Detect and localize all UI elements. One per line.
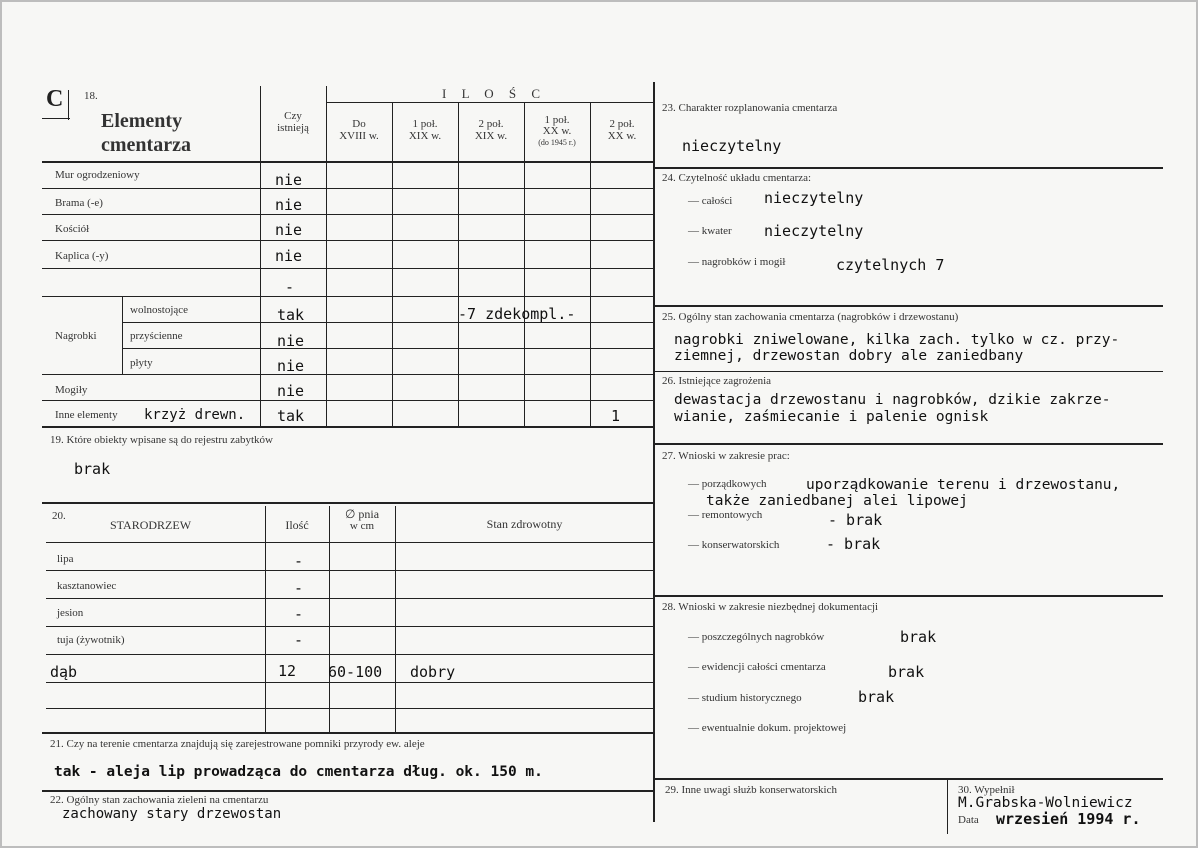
sec25-line1: nagrobki zniwelowane, kilka zach. tylko w cz. przy- [674,332,1120,348]
value-plyty: nie [277,357,305,375]
row-kosciol: Kościół [55,223,90,235]
sec28-history-value: brak [858,688,895,706]
section-letter: C [46,86,64,112]
sec28-records-label: — ewidencji całości cmentarza [688,661,826,673]
row-wolnostojace: wolnostojące [130,304,189,316]
tree-row-name: lipa [57,553,74,565]
row-brama: Brama (-e) [55,197,103,209]
sec28-graves-value: brak [900,628,937,646]
tree-row-name: tuja (żywotnik) [57,634,125,646]
value-kosciol: nie [275,221,303,239]
sec23-label: 23. Charakter rozplanowania cmentarza [662,102,838,114]
sec19-label: 19. Które obiekty wpisane są do rejestru zabytków [50,434,273,446]
tree-row-diameter: 60-100 [328,663,383,681]
row-przyscienne: przyścienne [130,330,183,342]
sec30-name: M.Grabska-Wolniewicz [958,795,1133,811]
value-przyscienne: nie [277,332,305,350]
tree-row-qty: - [294,605,304,623]
sec26-label: 26. Istniejące zagrożenia [662,375,772,387]
sec25-line2: ziemnej, drzewostan dobry ale zaniedbany [674,348,1024,364]
sec18-title-1: Elementy [101,110,183,132]
sec28-project-label: — ewentualnie dokum. projektowej [688,722,847,734]
col-header-19c-2: 2 poł. XIX w. [474,118,508,142]
inventory-card [2,2,1196,846]
sec19-value: brak [74,460,111,478]
value-empty-row: - [285,278,295,296]
sec27-conservation-label: — konserwatorskich [688,539,780,551]
tree-row-name: jesion [57,607,84,619]
sec23-value: nieczytelny [682,137,782,155]
sec27-cleaning-label: — porządkowych [688,478,767,490]
value-inne: tak [277,407,305,425]
tree-row-qty: 12 [278,662,297,680]
sec30-date-label: Data [958,814,979,826]
sec20-title: STARODRZEW [110,518,192,532]
sec18-title-2: cmentarza [101,134,191,156]
value-wolnostojace: tak [277,306,305,324]
sec20-col-state: Stan zdrowotny [486,517,563,531]
sec22-label: 22. Ogólny stan zachowania zieleni na cmentarzu [50,794,269,806]
sec27-label: 27. Wnioski w zakresie prac: [662,450,790,462]
row-plyty: płyty [130,357,153,369]
center-divider [653,82,655,822]
tree-row-qty: - [294,552,304,570]
sec20-col-qty: Ilość [285,518,309,532]
value-inne-name: krzyż drewn. [144,407,246,423]
sec22-value: zachowany stary drzewostan [62,806,282,822]
row-inne: Inne elementy [55,409,118,421]
sec28-records-value: brak [888,663,925,681]
sec29-label: 29. Inne uwagi służb konserwatorskich [665,784,837,796]
tree-row-name: kasztanowiec [57,580,117,592]
tree-row-qty: - [294,579,304,597]
sec27-repair-value: - brak [828,511,883,529]
col-header-18c: Do XVIII w. [339,118,379,142]
row-kaplica: Kaplica (-y) [55,250,109,262]
value-mur: nie [275,171,303,189]
sec24-quarters-label: — kwater [688,225,732,237]
sec27-conservation-value: - brak [826,535,881,553]
sec24-graves-label: — nagrobków i mogił [688,256,786,268]
tree-row-qty: - [294,631,304,649]
col-qty-title: I L O Ś C [442,86,547,101]
tree-row-state: dobry [410,663,456,681]
sec30-date: wrzesień 1994 r. [996,810,1141,828]
sec24-graves-value: czytelnych 7 [836,256,945,274]
sec30-label: 30. Wypełnił [958,784,1015,796]
sec27-cleaning-line1: uporządkowanie terenu i drzewostanu, [806,477,1121,493]
sec24-quarters-value: nieczytelny [764,222,864,240]
row-mogily: Mogiły [55,384,88,396]
value-brama: nie [275,196,303,214]
row-mur: Mur ogrodzeniowy [55,169,140,181]
tree-row-name: dąb [50,663,78,681]
sec20-col-diameter: ∅ pnia w cm [344,507,380,532]
sec20-number: 20. [52,510,66,522]
sec18-number: 18. [84,90,98,102]
sec28-history-label: — studium historycznego [688,692,802,704]
sec24-whole-value: nieczytelny [764,189,864,207]
sec24-label: 24. Czytelność układu cmentarza: [662,172,812,184]
row-nagrobki: Nagrobki [55,330,97,342]
sec28-graves-label: — poszczególnych nagrobków [688,631,825,643]
col-header-20c-1: 1 poł. XX w. (do 1945 r.) [538,114,576,147]
value-inne-qty: 1 [611,407,621,425]
sec21-value: tak - aleja lip prowadząca do cmentarza dług. ok. 150 m. [54,764,543,780]
col-exists-header: Czy istnieją [277,110,309,134]
sec25-label: 25. Ogólny stan zachowania cmentarza (nagrobków i drzewostanu) [662,311,959,323]
sec26-line1: dewastacja drzewostanu i nagrobków, dzikie zakrze- [674,392,1111,408]
value-kaplica: nie [275,247,303,265]
sec21-label: 21. Czy na terenie cmentarza znajdują się zarejestrowane pomniki przyrody ew. aleje [50,738,425,750]
sec26-line2: wianie, zaśmiecanie i palenie ognisk [674,409,989,425]
sec24-whole-label: — całości [688,195,733,207]
sec28-label: 28. Wnioski w zakresie niezbędnej dokumentacji [662,601,879,613]
col-header-20c-2: 2 poł. XX w. [607,118,637,142]
value-wolnostojace-qty: -7 zdekompl.- [458,305,576,323]
sec27-repair-label: — remontowych [688,509,763,521]
col-header-19c-1: 1 poł. XIX w. [408,118,442,142]
value-mogily: nie [277,382,305,400]
sec27-cleaning-line2: także zaniedbanej alei lipowej [706,493,968,509]
